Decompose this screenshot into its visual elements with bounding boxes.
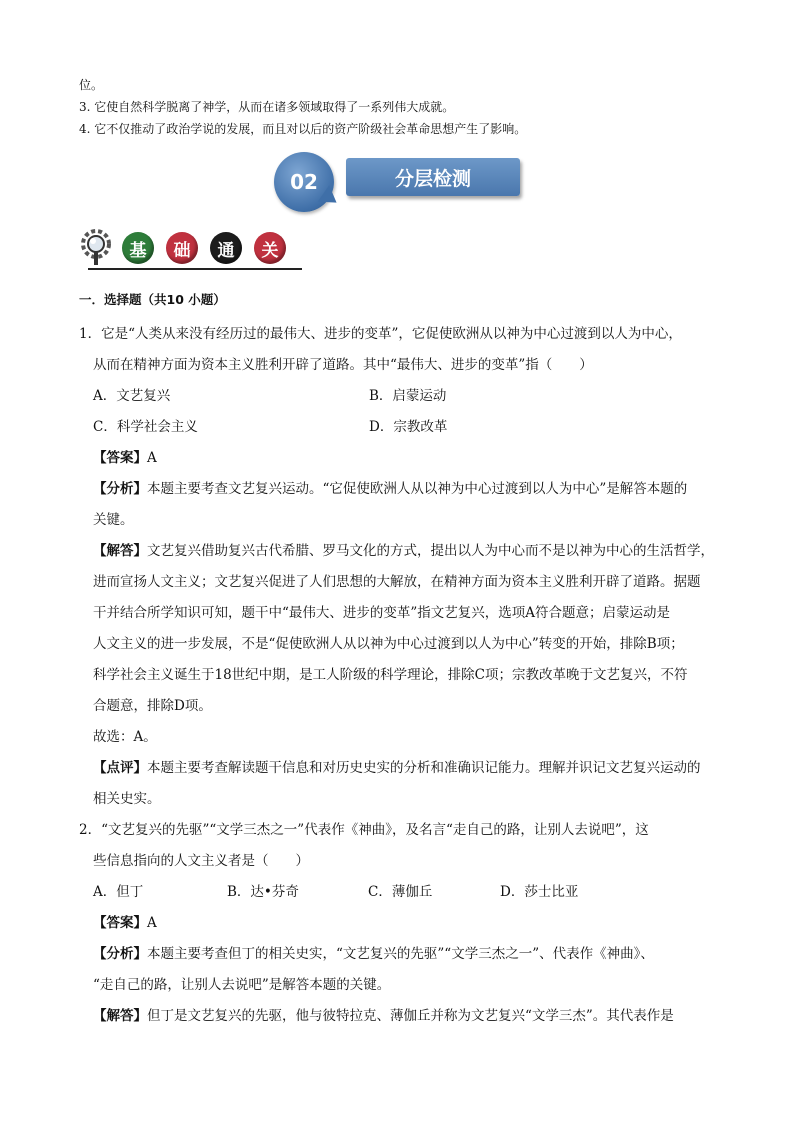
q2-options-row <box>79 877 721 908</box>
q1-option-c: C．科学社会主义 <box>93 419 198 435</box>
q1-stem-line: 从而在精神方面为资本主义胜利开辟了道路。其中“最伟大、进步的变革”指（ ） <box>93 357 593 373</box>
q2-stem-line: 些信息指向的人文主义者是（ ） <box>93 853 309 869</box>
q1-solution-cont: 干并结合所学知识可知，题干中“最伟大、进步的变革”指文艺复兴，选项A符合题意；启蒙运动是 <box>93 605 671 621</box>
badge-char-4: 关 <box>254 232 286 264</box>
level-badge-row <box>80 228 302 272</box>
q2-option-a: A．但丁 <box>93 884 144 900</box>
q2-solution: 【解答】但丁是文艺复兴的先驱，他与彼特拉克、薄伽丘并称为文艺复兴“文学三杰”。其代表作是 <box>93 1008 674 1024</box>
q1-option-a: A．文艺复兴 <box>93 388 171 404</box>
intro-list <box>79 74 526 140</box>
q1-stem-line: 1．它是“人类从来没有经历过的最伟大、进步的变革”，它促使欧洲从以神为中心过渡到以人为中心， <box>79 326 682 342</box>
q1-comment-cont: 相关史实。 <box>93 791 161 807</box>
q1-options-row <box>79 412 721 443</box>
q2-analysis: 【分析】本题主要考查但丁的相关史实，“文艺复兴的先驱”“文学三杰之一”、代表作《神曲》、 <box>93 946 654 962</box>
q1-solution-cont: 科学社会主义诞生于18世纪中期，是工人阶级的科学理论，排除C项；宗教改革晚于文艺复兴，不符 <box>93 667 688 683</box>
q2-stem-line: 2．“文艺复兴的先驱”“文学三杰之一”代表作《神曲》，及名言“走自己的路，让别人去说吧”，这 <box>79 822 649 838</box>
question-content <box>79 284 721 1032</box>
magnifier-gear-icon <box>80 228 116 266</box>
badge-tail-icon <box>318 185 343 211</box>
q1-analysis: 【分析】本题主要考查文艺复兴运动。“它促使欧洲人从以神为中心过渡到以人为中心”是解答本题的 <box>93 481 688 497</box>
q1-option-b: B．启蒙运动 <box>369 388 447 404</box>
q2-answer: 【答案】A <box>93 915 157 931</box>
intro-line: 4. 它不仅推动了政治学说的发展，而且对以后的资产阶级社会革命思想产生了影响。 <box>79 122 527 136</box>
q1-analysis-cont: 关键。 <box>93 512 134 528</box>
intro-line: 位。 <box>79 78 104 92</box>
q1-solution-cont: 进而宣扬人文主义；文艺复兴促进了人们思想的大解放，在精神方面为资本主义胜利开辟了道路。据题 <box>93 574 701 590</box>
section-number: 02 <box>290 170 318 194</box>
q2-option-d: D．莎士比亚 <box>500 884 579 900</box>
q1-choice: 故选：A。 <box>93 729 157 745</box>
badge-char-1: 基 <box>122 232 154 264</box>
intro-line: 3. 它使自然科学脱离了神学，从而在诸多领域取得了一系列伟大成就。 <box>79 100 455 114</box>
section-title-box <box>346 158 520 196</box>
section-banner-title: 分层检测 <box>394 167 471 190</box>
q2-option-c: C．薄伽丘 <box>368 884 433 900</box>
q1-solution: 【解答】文艺复兴借助复兴古代希腊、罗马文化的方式，提出以人为中心而不是以神为中心的生活哲学， <box>93 543 714 559</box>
section-heading: 一．选择题（共10 小题） <box>79 292 226 307</box>
section-number-badge <box>274 152 334 212</box>
badge-char-2: 础 <box>166 232 198 264</box>
q2-analysis-cont: “走自己的路，让别人去说吧”是解答本题的关键。 <box>93 977 391 993</box>
q1-solution-cont: 人文主义的进一步发展，不是“促使欧洲人从以神为中心过渡到以人为中心”转变的开始，排除B项； <box>93 636 684 652</box>
q2-option-b: B．达•芬奇 <box>227 884 299 900</box>
badge-underline <box>88 268 302 270</box>
q1-options-row <box>79 381 721 412</box>
q1-option-d: D．宗教改革 <box>369 419 448 435</box>
section-banner <box>274 152 524 212</box>
q1-solution-cont: 合题意，排除D项。 <box>93 698 212 714</box>
q1-answer: 【答案】A <box>93 450 157 466</box>
q1-comment: 【点评】本题主要考查解读题干信息和对历史史实的分析和准确识记能力。理解并识记文艺复兴运动的 <box>93 760 701 776</box>
badge-char-3: 通 <box>210 232 242 264</box>
